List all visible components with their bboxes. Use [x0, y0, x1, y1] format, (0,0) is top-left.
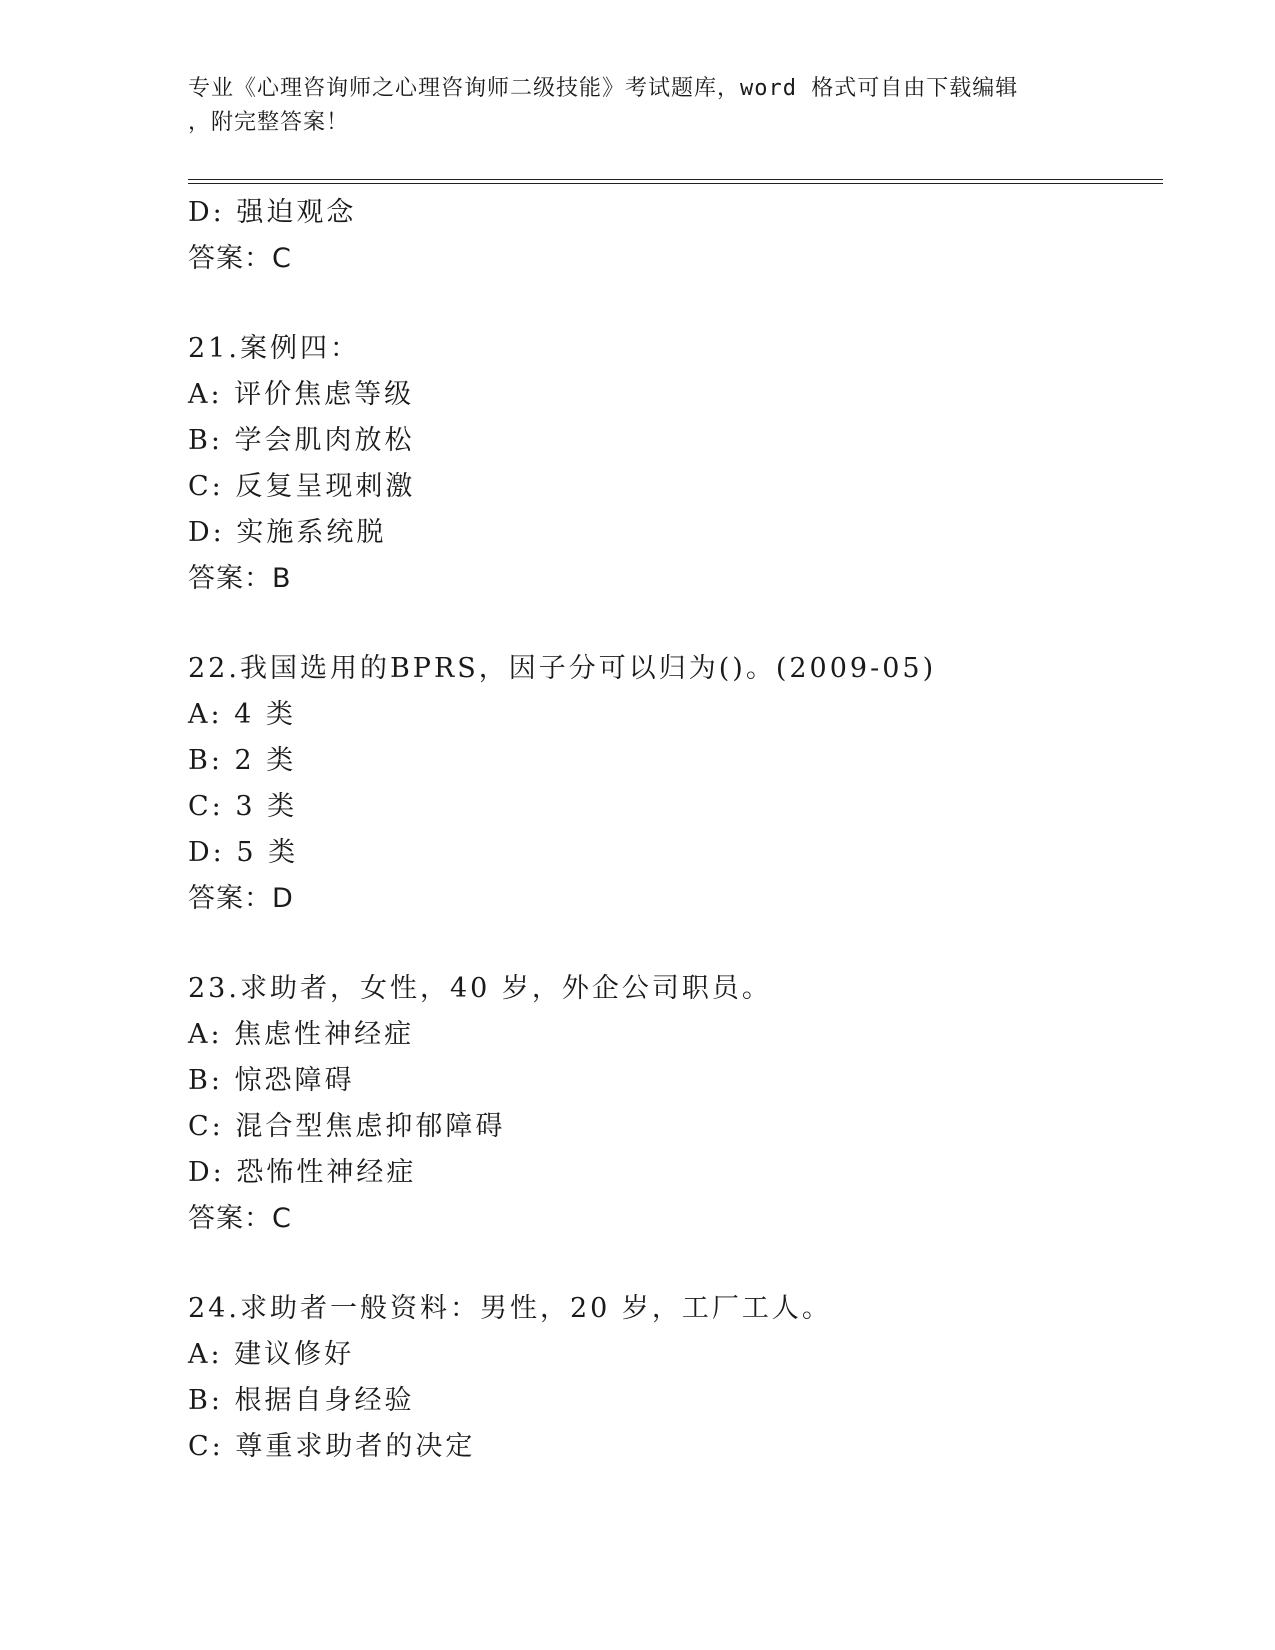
answer-line: 答案：C	[188, 243, 292, 274]
option-b: B: 惊恐障碍	[188, 1065, 355, 1096]
option-a: A: 评价焦虑等级	[188, 379, 415, 410]
option-a: A: 焦虑性神经症	[188, 1019, 415, 1050]
answer-line: 答案：B	[188, 563, 292, 594]
option-c: C: 尊重求助者的决定	[188, 1431, 476, 1462]
option-a: A: 建议修好	[188, 1339, 355, 1370]
option-b: B: 学会肌肉放松	[188, 425, 415, 456]
spacer	[188, 282, 1163, 326]
option-d: D: 强迫观念	[188, 197, 357, 228]
answer-line: 答案：D	[188, 883, 294, 914]
option-b: B: 根据自身经验	[188, 1385, 415, 1416]
option-b: B: 2 类	[188, 745, 297, 776]
spacer	[188, 602, 1163, 646]
option-c: C: 混合型焦虑抑郁障碍	[188, 1111, 506, 1142]
header-rule-top	[188, 179, 1163, 180]
option-a: A: 4 类	[188, 699, 296, 730]
question-title: 24.求助者一般资料：男性，20 岁，工厂工人。	[188, 1293, 832, 1324]
question-title: 22.我国选用的BPRS，因子分可以归为()。(2009-05)	[188, 653, 937, 684]
option-c: C: 3 类	[188, 791, 298, 822]
spacer	[188, 1242, 1163, 1286]
question-24	[188, 1286, 1163, 1470]
header-rule-bottom	[188, 183, 1163, 184]
question-21	[188, 326, 1163, 602]
question-23	[188, 966, 1163, 1242]
question-title: 23.求助者，女性，40 岁，外企公司职员。	[188, 973, 772, 1004]
option-d: D: 恐怖性神经症	[188, 1157, 417, 1188]
option-d: D: 5 类	[188, 837, 299, 868]
header-line-1: 专业《心理咨询师之心理咨询师二级技能》考试题库，word 格式可自由下载编辑	[188, 76, 1019, 101]
question-list	[188, 190, 1163, 1470]
answer-line: 答案：C	[188, 1203, 292, 1234]
option-c: C: 反复呈现刺激	[188, 471, 416, 502]
spacer	[188, 922, 1163, 966]
question-title: 21.案例四：	[188, 333, 360, 364]
option-d: D: 实施系统脱	[188, 517, 387, 548]
document-header	[188, 72, 1088, 140]
header-line-2: ，附完整答案！	[188, 110, 350, 135]
question-22	[188, 646, 1163, 922]
